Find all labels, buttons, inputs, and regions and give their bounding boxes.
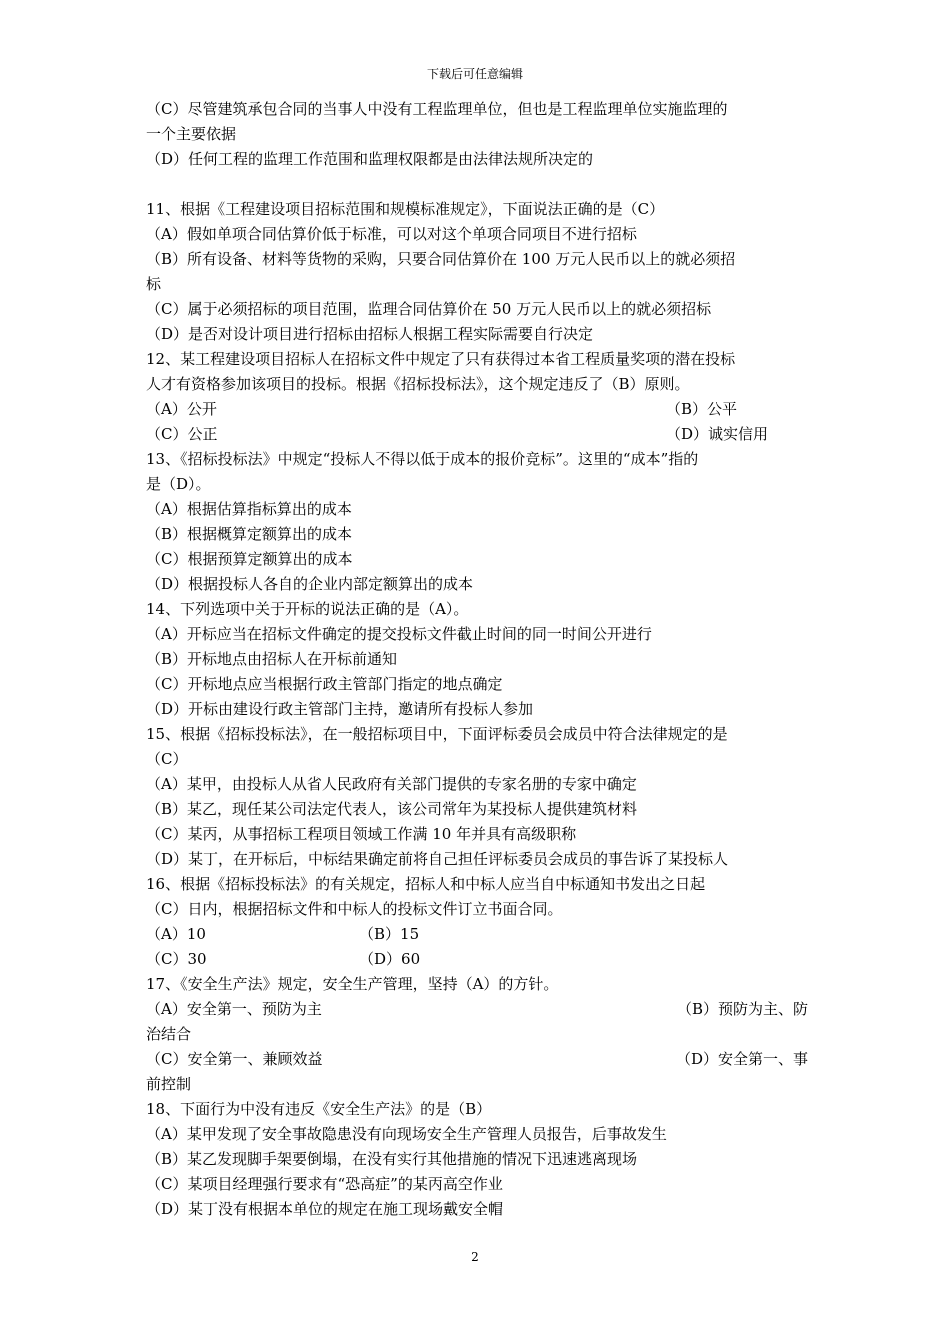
page-header: 下载后可任意编辑	[426, 67, 523, 81]
option-line: （D）某丁没有根据本单位的规定在施工现场戴安全帽	[146, 1200, 504, 1218]
option-d: （D）诚实信用	[666, 425, 769, 443]
option-line: （C）属于必须招标的项目范围，监理合同估算价在 50 万元人民币以上的就必须招标	[146, 300, 712, 318]
question-16: 16、根据《招标投标法》的有关规定，招标人和中标人应当自中标通知书发出之日起	[146, 875, 706, 893]
text-line: 标	[146, 275, 162, 293]
option-b: （B）15	[359, 925, 420, 943]
option-row	[146, 922, 808, 947]
option-line: （A）根据估算指标算出的成本	[146, 500, 352, 518]
option-line: （D）是否对设计项目进行招标由招标人根据工程实际需要自行决定	[146, 325, 594, 343]
option-c: （C）30	[146, 950, 207, 968]
text-line: （D）任何工程的监理工作范围和监理权限都是由法律法规所决定的	[146, 150, 594, 168]
option-a: （A）安全第一、预防为主	[146, 1000, 322, 1018]
option-line: （A）假如单项合同估算价低于标准，可以对这个单项合同项目不进行招标	[146, 225, 637, 243]
option-line: （A）开标应当在招标文件确定的提交投标文件截止时间的同一时间公开进行	[146, 625, 652, 643]
blank-line	[146, 172, 808, 197]
option-row	[146, 997, 808, 1022]
text-line: （C）尽管建筑承包合同的当事人中没有工程监理单位，但也是工程监理单位实施监理的	[146, 100, 728, 118]
option-b: （B）公平	[666, 400, 738, 418]
question-13: 13、《招标投标法》中规定“投标人不得以低于成本的报价竞标”。这里的“成本”指的	[146, 450, 699, 468]
text-line: 前控制	[146, 1075, 192, 1093]
option-row	[146, 1047, 808, 1072]
option-d: （D）安全第一、事	[675, 1050, 808, 1068]
option-a: （A）公开	[146, 400, 217, 418]
option-line: （C）开标地点应当根据行政主管部门指定的地点确定	[146, 675, 503, 693]
option-line: （C）根据预算定额算出的成本	[146, 550, 353, 568]
text-line: 人才有资格参加该项目的投标。根据《招标投标法》，这个规定违反了（B）原则。	[146, 375, 690, 393]
text-line: （C）日内，根据招标文件和中标人的投标文件订立书面合同。	[146, 900, 563, 918]
option-c: （C）安全第一、兼顾效益	[146, 1050, 323, 1068]
question-12: 12、某工程建设项目招标人在招标文件中规定了只有获得过本省工程质量奖项的潜在投标	[146, 350, 736, 368]
text-line: 一个主要依据	[146, 125, 237, 143]
option-d: （D）60	[359, 950, 421, 968]
option-c: （C）公正	[146, 425, 218, 443]
question-14: 14、下列选项中关于开标的说法正确的是（A）。	[146, 600, 469, 618]
option-line: （D）某丁，在开标后，中标结果确定前将自己担任评标委员会成员的事告诉了某投标人	[146, 850, 729, 868]
option-b: （B）预防为主、防	[676, 1000, 808, 1018]
option-row	[146, 397, 808, 422]
option-a: （A）10	[146, 925, 206, 943]
option-line: （C）某项目经理强行要求有“恐高症”的某丙高空作业	[146, 1175, 503, 1193]
option-line: （D）开标由建设行政主管部门主持，邀请所有投标人参加	[146, 700, 534, 718]
option-row	[146, 422, 808, 447]
text-line: 治结合	[146, 1025, 192, 1043]
question-11: 11、根据《工程建设项目招标范围和规模标准规定》，下面说法正确的是（C）	[146, 200, 665, 218]
text-line: （C）	[146, 750, 188, 768]
option-line: （D）根据投标人各自的企业内部定额算出的成本	[146, 575, 474, 593]
option-line: （A）某甲，由投标人从省人民政府有关部门提供的专家名册的专家中确定	[146, 775, 637, 793]
text-line: 是（D）。	[146, 475, 211, 493]
option-line: （B）开标地点由招标人在开标前通知	[146, 650, 398, 668]
question-17: 17、《安全生产法》规定，安全生产管理，坚持（A）的方针。	[146, 975, 559, 993]
option-line: （B）某乙，现任某公司法定代表人，该公司常年为某投标人提供建筑材料	[146, 800, 638, 818]
option-line: （B）某乙发现脚手架要倒塌，在没有实行其他措施的情况下迅速逃离现场	[146, 1150, 638, 1168]
document-body	[146, 97, 808, 1222]
option-line: （B）根据概算定额算出的成本	[146, 525, 353, 543]
option-line: （A）某甲发现了安全事故隐患没有向现场安全生产管理人员报告，后事故发生	[146, 1125, 667, 1143]
option-line: （C）某丙，从事招标工程项目领域工作满 10 年并具有高级职称	[146, 825, 577, 843]
page-number: 2	[471, 1250, 479, 1264]
option-row	[146, 947, 808, 972]
question-18: 18、下面行为中没有违反《安全生产法》的是（B）	[146, 1100, 492, 1118]
option-line: （B）所有设备、材料等货物的采购，只要合同估算价在 100 万元人民币以上的就必须招	[146, 250, 736, 268]
question-15: 15、根据《招标投标法》，在一般招标项目中，下面评标委员会成员中符合法律规定的是	[146, 725, 728, 743]
